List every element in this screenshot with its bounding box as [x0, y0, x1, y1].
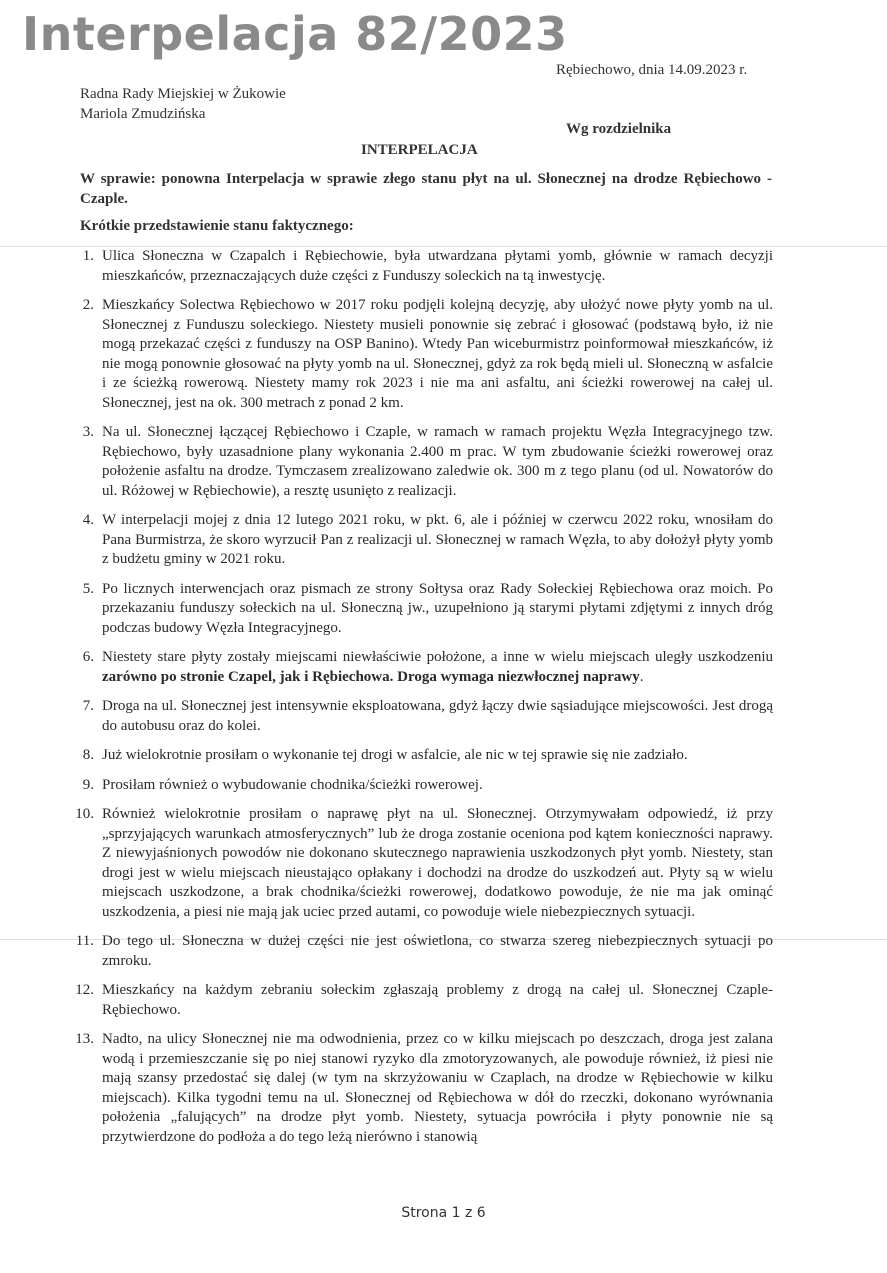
list-item-text — [102, 297, 773, 411]
list-item-number: 1. — [82, 248, 94, 264]
list-item — [70, 1030, 773, 1147]
list-item — [70, 805, 773, 922]
list-item-text — [102, 933, 773, 969]
list-item — [70, 746, 773, 766]
list-item — [70, 247, 773, 286]
section-heading: Krótkie przedstawienie stanu faktycznego: — [80, 218, 354, 234]
list-item-text — [102, 248, 773, 284]
list-item — [70, 776, 773, 796]
list-item-body: Na ul. Słonecznej łączącej Rębiechowo i Czaple, w ramach w ramach projektu Węzła Integracyjnego tzw. Rębiechowo, były uzasadnione plany wykonania 2.400 m prac. W tym zbudowanie ścieżki rowerowej oraz położenie asfaltu na drodze. Tymczasem zrealizowano zaledwie ok. 300 m z tego planu (od ul. Nowatorów do ul. Różowej w Rębiechowie), a resztę usunięto z realizacji. — [102, 424, 773, 499]
facts-list — [70, 247, 773, 1157]
list-item — [70, 932, 773, 971]
list-item-text — [102, 649, 773, 685]
list-item-text — [102, 424, 773, 499]
list-item-body: Nadto, na ulicy Słonecznej nie ma odwodnienia, przez co w kilku miejscach po deszczach, droga jest zalana wodą i przemieszczanie się po niej stanowi ryzyko dla zmotoryzowanych, ale powoduje również, iż piesi nie mają szansy przedostać się dalej (w tym na skrzyżowaniu w Czaplach, na drodze w Rębiechowie w kilku miejscach). Kilka tygodni temu na ul. Słonecznej od Rębiechowa w dół do rzeczki, dokonano wyrównania położenia „falujących” na drodze płyt yomb. Niestety, sytuacja powróciła i płyty ponownie nie są przytwierdzone do podłoża a do tego leżą nierówno i stanowią — [102, 1031, 773, 1145]
list-item-text — [102, 806, 773, 920]
list-item-text — [102, 982, 773, 1018]
list-item-number: 8. — [82, 747, 94, 763]
list-item-body: Droga na ul. Słonecznej jest intensywnie eksploatowana, gdyż łączy dwie sąsiadujące miejscowości. Jest drogą do autobusu oraz do kolei. — [102, 698, 773, 734]
list-item — [70, 981, 773, 1020]
list-item-text — [102, 512, 773, 567]
sender-position: Radna Rady Miejskiej w Żukowie — [80, 86, 286, 102]
list-item-body: Ulica Słoneczna w Czapalch i Rębiechowie, była utwardzana płytami yomb, głównie w ramach decyzji mieszkańców, przeznaczających duże części z Funduszy soleckich na tą inwestycję. — [102, 248, 773, 284]
list-item-number: 13. — [75, 1031, 94, 1047]
list-item-text — [102, 698, 773, 734]
list-item-number: 9. — [82, 776, 94, 793]
list-item-body: Do tego ul. Słoneczna w dużej części nie jest oświetlona, co stwarza szereg niebezpiecznych sytuacji po zmroku. — [102, 933, 773, 969]
list-item-text — [102, 747, 688, 763]
page-number: Strona 1 z 6 — [401, 1205, 486, 1221]
list-item-tail: . — [639, 668, 644, 685]
document-title: INTERPELACJA — [361, 142, 478, 158]
list-item-body: Niestety stare płyty zostały miejscami niewłaściwie położone, a inne w wielu miejscach uległy uszkodzeniu — [102, 649, 773, 665]
list-item-text — [102, 581, 773, 636]
list-item-number: 11. — [75, 933, 94, 949]
list-item-body: Mieszkańcy Solectwa Rębiechowo w 2017 roku podjęli kolejną decyzję, aby ułożyć nowe płyty yomb na ul. Słonecznej z Funduszu soleckiego. Niestety musieli ponownie się zebrać i głosować (podstawą było, iż nie mogą przekazać części z funduszy na OSP Banino). Wtedy Pan wiceburmistrz poinformował mieszkańców, iż nie mogą ponownie głosować na płyty yomb na ul. Słonecznej, gdyż za rok będą mieli ul. Słoneczną w asfalcie i ze ścieżką rowerową. Niestety mamy rok 2023 i nie ma ani asfaltu, ani ścieżki rowerowej na całej ul. Słonecznej, jest na ok. 300 metrach z ponad 2 km. — [102, 297, 773, 411]
list-item-text — [102, 1031, 773, 1145]
list-item-text — [102, 777, 483, 793]
list-item-body: W interpelacji mojej z dnia 12 lutego 2021 roku, w pkt. 6, ale i później w czerwcu 2022 roku, wnosiłam do Pana Burmistrza, że skoro wyrzucił Pan z realizacji ul. Słonecznej w ramach Węzła, to aby dołożył płyty yomb z budżetu gminy w 2021 roku. — [102, 512, 773, 567]
list-item — [70, 423, 773, 501]
list-item-body: Po licznych interwencjach oraz pismach ze strony Sołtysa oraz Rady Sołeckiej Rębiechowa oraz moich. Po przekazaniu funduszy sołeckich na ul. Słoneczną jw., uzupełniono ją starymi płytami zdjętymi z innych dróg podczas budowy Węzła Integracyjnego. — [102, 580, 773, 636]
list-item — [70, 511, 773, 570]
distribution-note: Wg rozdzielnika — [566, 121, 672, 137]
list-item — [70, 296, 773, 413]
sender-name: Mariola Zmudzińska — [80, 106, 206, 122]
list-item-number: 2. — [82, 297, 94, 313]
list-item-number: 6. — [82, 649, 94, 665]
list-item — [70, 580, 773, 639]
list-item-body: Mieszkańcy na każdym zebraniu sołeckim zgłaszają problemy z drogą na całej ul. Słonecznej Czaple-Rębiechowo. — [102, 982, 773, 1018]
list-item-number: 12. — [75, 982, 94, 998]
document-header-title: Interpelacja 82/2023 — [22, 7, 568, 61]
list-item-number: 3. — [82, 424, 94, 440]
list-item-emphasis: zarówno po stronie Czapel, jak i Rębiechowa. Droga wymaga niezwłocznej naprawy — [102, 668, 640, 685]
list-item-body: Prosiłam również o wybudowanie chodnika/ścieżki rowerowej. — [102, 776, 483, 793]
list-item-number: 10. — [75, 806, 94, 822]
list-item-number: 5. — [82, 580, 94, 597]
sender-block — [80, 84, 286, 124]
list-item-number: 4. — [82, 512, 94, 528]
list-item — [70, 648, 773, 687]
place-date-line: Rębiechowo, dnia 14.09.2023 r. — [556, 62, 748, 78]
document-subject: W sprawie: ponowna Interpelacja w sprawie złego stanu płyt na ul. Słonecznej na drodze Rębiechowo - Czaple. — [80, 171, 772, 207]
list-item-number: 7. — [82, 698, 94, 714]
list-item-body: Już wielokrotnie prosiłam o wykonanie tej drogi w asfalcie, ale nic w tej sprawie się nie zadziało. — [102, 747, 688, 763]
list-item — [70, 697, 773, 736]
list-item-body: Również wielokrotnie prosiłam o naprawę płyt na ul. Słonecznej. Otrzymywałam odpowiedź, iż przy „sprzyjających warunkach atmosferycznych” lub że droga zostanie oceniona pod kątem konieczności naprawy. Z niewyjaśnionych powodów nie dokonano skutecznego naprawienia uszkodzonych płyt yomb. Niestety, stan drogi jest w wielu miejscach nieustająco opłakany i dochodzi na drodze do uszkodzeń aut. Płyty są w wielu miejscach uszkodzone, a brak chodnika/ścieżki rowerowej, dodatkowo powoduje, że nie ma jak ominąć uszkodzenia, a piesi nie mają jak uciec przed autami, co powoduje wiele niebezpiecznych sytuacji. — [102, 806, 773, 920]
